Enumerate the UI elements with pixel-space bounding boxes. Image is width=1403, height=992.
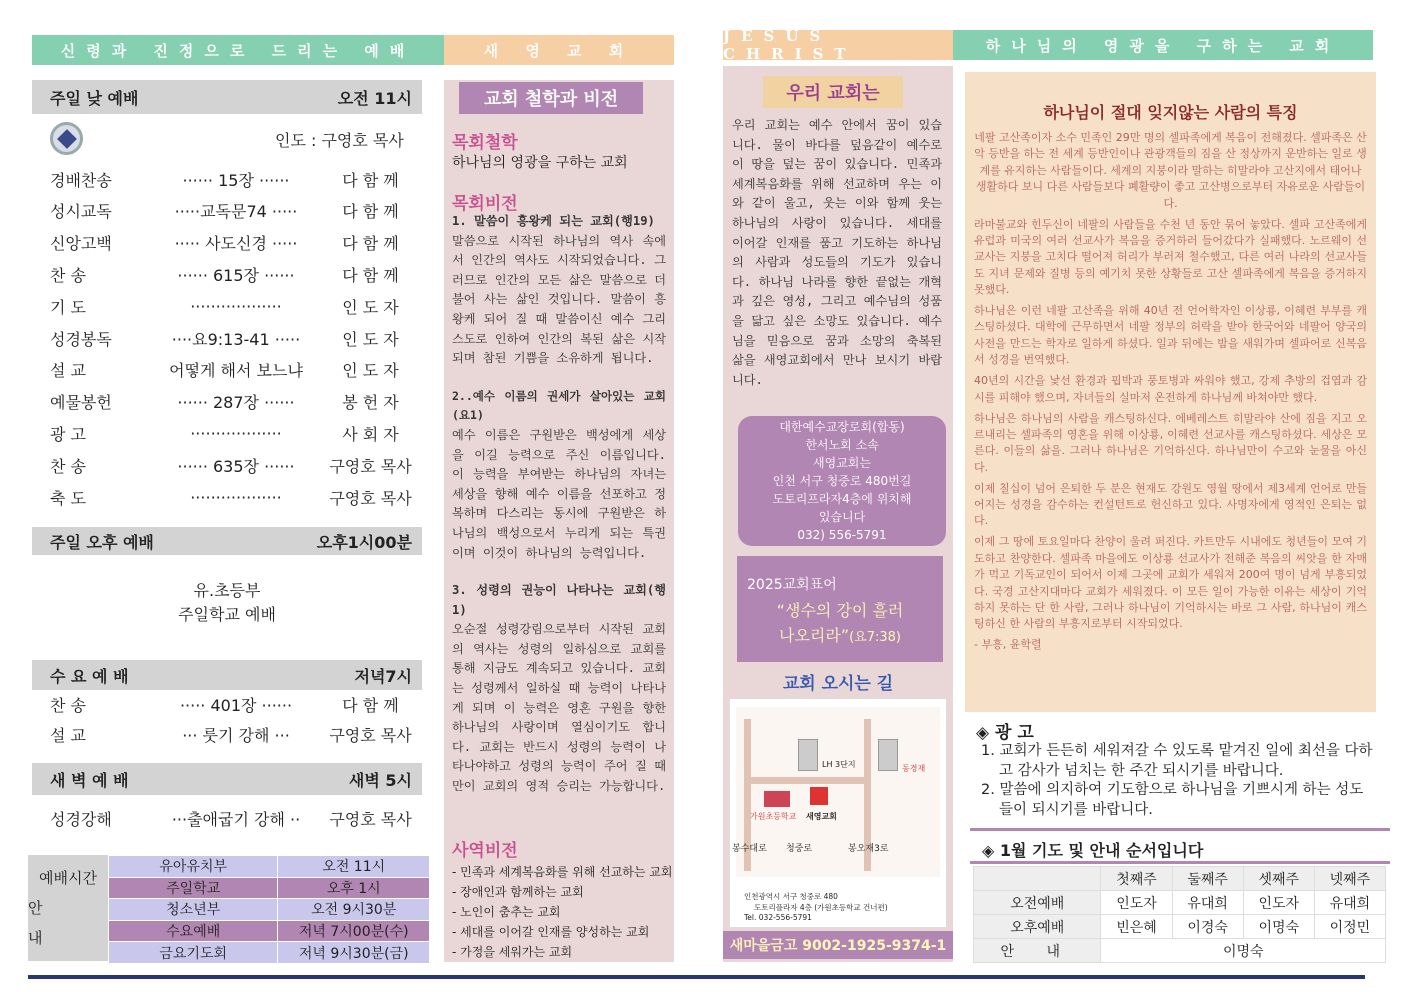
map-address-2: 도토리플라자 4층 (가원초등학교 건너편) — [754, 903, 888, 912]
order-row — [50, 485, 415, 509]
schedule-group: 청소년부 — [109, 899, 278, 921]
vision-heading: 목회비전 — [452, 194, 518, 214]
order-item-name: 찬 송 — [50, 265, 86, 285]
bank-account: 새마을금고 9002-1925-9374-1 — [723, 931, 953, 959]
order-row — [50, 453, 415, 477]
prayer-guide-value: 이명숙 — [1101, 939, 1386, 963]
badge-line: 새영교회는 — [813, 456, 871, 470]
vision-2-heading: 2..예수 이름의 권세가 살아있는 교회(요1) — [452, 388, 666, 423]
church-icon — [810, 787, 828, 805]
order-item-person: 다 함 께 — [342, 265, 399, 285]
prayer-divider — [970, 828, 1390, 831]
about-title: 우리 교회는 — [763, 76, 903, 108]
prayer-header-cell: 셋째주 — [1243, 867, 1314, 891]
order-item-name: 기 도 — [50, 297, 86, 317]
order-item-person: 구영호 목사 — [329, 488, 412, 508]
schedule-row — [109, 856, 430, 878]
ministry-heading: 사역비전 — [452, 841, 518, 861]
order-item-detail: ····· 401장 ······ — [179, 695, 293, 715]
ministry-item: - 노인이 춤추는 교회 — [452, 905, 561, 919]
order-item-person: 다 함 께 — [342, 170, 399, 190]
prayer-cell: 오전예배 — [974, 891, 1101, 915]
sunday-pm-header — [32, 527, 422, 555]
schedule-row — [109, 942, 430, 964]
schedule-row — [109, 920, 430, 942]
worship-band: 신령과 진정으로 드리는 예배 — [32, 35, 444, 65]
order-item-detail: ···출애굽기 강해 ·· — [171, 809, 301, 829]
notice-list — [981, 742, 1373, 820]
order-row — [50, 294, 415, 318]
schedule-group: 주일학교 — [109, 877, 278, 899]
article-paragraph: 40년의 시간을 낯선 환경과 핍박과 풍토병과 싸워야 했고, 강제 추방의 겁엽과 감시를 피해야 했으며, 자녀들의 실마저 온전하게 하나님께 바쳐야만 했다. — [974, 374, 1367, 404]
order-item-name: 설 교 — [50, 361, 86, 381]
vision-3-text: 오순절 성령강림으로부터 시작된 교회의 역사는 성령의 일하심으로 교회를 통해 지금도 계속되고 있습니다. 교회는 성령께서 일하실 때 능력이 나타나게 되며 이 능력은 영혼 구원을 향한 하나님의 사랑이며 열심이기도 합니다. 교회는 반드시 성령의 능력이 나타나야하고 성령의 능력이 주어 질 때만이 교회의 영적 승리는 가능합니다. — [452, 622, 666, 794]
church-info-badge — [738, 416, 946, 546]
wednesday-time: 저녁7시 — [354, 666, 412, 686]
motto-label: 2025교회표어 — [747, 577, 837, 593]
badge-line: 032) 556-5791 — [797, 528, 887, 542]
order-row — [50, 262, 415, 286]
footer-line — [28, 975, 1365, 979]
motto-line1: “생수의 강이 흘러 — [776, 601, 904, 620]
article-paragraph: 이제 그 땅에 토요일마다 찬양이 울려 퍼진다. 카트만두 시내에도 청년들이 모여 기도하고 찬양한다. 셀파족 마을에도 이상룡 선교사가 전해준 복음의 씨앗을 한 자매가 먹고 기독교인이 되어서 이제 그곳에 교회가 세워져 200여 명이 넘게 부흥되었다. 국경 고산지대마다 교회가 세워졌다. 이 모든 일이 가능한 이유는 세상이 기억하지 못하는 단 한 사람, 그러나 하나님이 기억하시는 바로 그 사람, 하나님이 캐스팅하신 한 사람의 부흥지로부터 시작되었다. — [974, 535, 1367, 631]
order-item-name: 예물봉헌 — [50, 393, 112, 413]
order-row — [50, 806, 415, 830]
philosophy-text: 하나님의 영광을 구하는 교회 — [452, 155, 628, 171]
ministry-list — [452, 862, 672, 962]
order-item-name: 설 교 — [50, 725, 86, 745]
map-panel — [729, 698, 947, 928]
dawn-time: 새벽 5시 — [348, 770, 412, 790]
sunday-pm-line1: 유.초등부 — [193, 581, 261, 600]
vision-1-text: 말씀으로 시작된 하나님의 역사 속에서 인간의 역사도 시작되었습니다. 그러므로 인간의 모든 삶은 말씀으로 더불어 사는 삶인 것입니다. 말씀이 흥왕케 되어 질 때 말씀이신 예수 그리스도로 인하여 인간의 복된 삶은 시작되며 참된 기쁨을 소유하게 됩니다. — [452, 233, 666, 366]
philosophy-heading: 목회철학 — [452, 133, 518, 153]
article-paragraph: 하나님은 이런 네팔 고산족을 위해 40년 전 언어학자인 이상룡, 이혜련 부부를 캐스팅하셨다. 대학에 근무하면서 네팔 정부의 허락을 받아 한국어와 네팔어 양국의 사전을 만드는 학자로 일하게 하셨다. 일과 뒤에는 밤을 새워가며 셀파어로 신복음서 성경을 번역했다. — [974, 304, 1367, 367]
order-item-name: 성경강해 — [50, 809, 112, 829]
order-item-name: 성시교독 — [50, 202, 112, 222]
prayer-cell: 이명숙 — [1243, 915, 1314, 939]
vision-body — [452, 212, 666, 797]
prayer-cell: 오후예배 — [974, 915, 1101, 939]
schedule-label-1: 예배시간 — [39, 869, 97, 887]
order-row — [50, 722, 415, 746]
prayer-guide-label: 안 내 — [974, 939, 1101, 963]
order-row — [50, 390, 415, 414]
order-item-name: 찬 송 — [50, 695, 86, 715]
badge-line: 인천 서구 청중로 480번길 — [772, 474, 912, 488]
prayer-divider-2 — [970, 861, 1390, 864]
order-item-detail: ··· 룻기 강해 ··· — [182, 725, 290, 745]
prayer-guide-row — [974, 939, 1386, 963]
church-logo-icon — [50, 122, 83, 155]
prayer-table — [973, 866, 1386, 963]
ministry-item: - 가정을 세워가는 교회 — [452, 945, 573, 959]
east-label: 동경재 — [902, 764, 926, 773]
ministry-item: - 세대를 이어갈 인재를 양성하는 교회 — [452, 925, 650, 939]
prayer-row — [974, 915, 1386, 939]
dawn-title: 새 벽 예 배 — [50, 770, 129, 790]
badge-line: 도토리프라자4층에 위치해 — [772, 492, 912, 506]
article-title: 하나님이 절대 잊지않는 사람의 특징 — [1043, 103, 1298, 122]
notice-item: 2. 말씀에 의지하여 기도함으로 하나님을 기쁘시게 하는 성도들이 되시기를 바랍니다. — [981, 782, 1364, 818]
schedule-label — [28, 855, 108, 961]
article-paragraph: 이제 칠십이 넘어 은퇴한 두 분은 현재도 강원도 영월 땅에서 제3세계 언어로 만들어지는 성경을 감수하는 컨설턴트로 헌신하고 있다. 사명자에게 영적인 은퇴는 없다. — [974, 481, 1367, 528]
order-item-name: 성경봉독 — [50, 329, 112, 349]
order-row — [50, 326, 415, 350]
order-item-person: 인 도 자 — [342, 329, 399, 349]
vision-2-text: 예수 이름은 구원받은 백성에게 세상을 이길 능력으로 주신 이름입니다. 이 능력을 부여받는 하나님의 자녀는 세상을 향해 예수 이름을 선포하고 정복하며 다스리는 동시에 구원받은 하나님의 백성으로서 누리게 되는 특권이며 이것이 하나님의 능력입니다. — [452, 427, 666, 560]
east-building-icon — [878, 739, 898, 771]
schedule-table — [108, 855, 430, 964]
wednesday-title: 수 요 예 배 — [50, 666, 129, 686]
order-item-person: 다 함 께 — [342, 695, 399, 715]
order-item-detail: 어떻게 해서 보느냐 — [169, 361, 303, 381]
map-tel: Tel. 032-556-5791 — [744, 913, 812, 922]
sunday-pm-title: 주일 오후 예배 — [50, 532, 154, 552]
vision-3-heading: 3. 성령의 권능이 나타나는 교회(행1) — [452, 583, 666, 617]
prayer-cell: 이정민 — [1314, 915, 1385, 939]
prayer-header-row — [974, 867, 1386, 891]
order-item-person: 구영호 목사 — [329, 809, 412, 829]
sunday-am-time: 오전 11시 — [337, 88, 412, 108]
motto-line2: 나오리라” — [778, 626, 850, 645]
schedule-time: 저녁 9시30분(금) — [278, 942, 430, 964]
road3-label: 봉오재3로 — [848, 844, 889, 854]
schedule-time: 오후 1시 — [278, 877, 430, 899]
lh-label: LH 3단지 — [822, 760, 856, 769]
order-item-name: 경배찬송 — [50, 170, 112, 190]
article-body — [974, 130, 1367, 658]
order-item-detail: ·················· — [190, 487, 282, 507]
jesus-christ-band: JESUS CHRIST — [723, 30, 953, 60]
leader-line: 인도 : 구영호 목사 — [275, 131, 404, 150]
lh-building-icon — [798, 739, 818, 771]
prayer-header-cell: 넷째주 — [1314, 867, 1385, 891]
order-item-detail: ·················· — [190, 296, 282, 316]
article-paragraph: 라마불교와 힌두신이 네팔의 사람들을 수천 년 동안 묶어 놓았다. 셀파 고산족에게 유럽과 미국의 여러 선교사가 복음을 증거하러 들어갔다가 실패했다. 노르웨이 선교사는 지붕을 고치다 떨어져 허리가 부러져 철수했고, 다른 여러 나라의 선교사들도 지녀 문제와 질병 등의 예기치 못한 상황들로 고산 셀파족에게 복음을 증거하지 못했다. — [974, 217, 1367, 297]
order-item-person: 구영호 목사 — [329, 725, 412, 745]
article-paragraph: 하나님은 하나님의 사람을 캐스팅하신다. 에베레스트 히말라야 산에 짐을 지고 오르내리는 셀파족의 영혼을 위해 이상룡, 이혜련 선교사를 캐스팅하셨다. 세상은 모른다. 이들의 삶을. 그러나 하나님은 기억하신다. 하나님만이 수고와 눈물을 아신다. — [974, 411, 1367, 474]
prayer-cell: 인도자 — [1243, 891, 1314, 915]
badge-line: 한서노회 소속 — [805, 438, 879, 452]
wednesday-header — [32, 660, 422, 690]
schedule-row — [109, 899, 430, 921]
order-item-person: 봉 헌 자 — [342, 393, 399, 413]
church-label: 새영교회 — [806, 812, 837, 821]
sunday-am-title: 주일 낮 예배 — [50, 88, 139, 108]
prayer-row — [974, 891, 1386, 915]
sunday-am-header — [32, 80, 422, 114]
order-item-detail: ······ 15장 ······ — [182, 170, 290, 190]
order-row — [50, 358, 415, 382]
order-item-name: 축 도 — [50, 488, 86, 508]
schedule-group: 유아유치부 — [109, 856, 278, 878]
prayer-header-cell: 둘째주 — [1172, 867, 1243, 891]
order-item-detail: ·················· — [190, 423, 282, 443]
vision-1-heading: 1. 말씀이 흥왕케 되는 교회(행19) — [452, 214, 655, 228]
order-item-name: 신앙고백 — [50, 234, 112, 254]
order-row — [50, 692, 415, 716]
prayer-cell: 인도자 — [1101, 891, 1172, 915]
notice-item: 1. 교회가 든든히 세워져갈 수 있도록 맡겨진 일에 최선을 다하고 감사가 넘치는 한 주간 되시기를 바랍니다. — [981, 743, 1373, 779]
school-label: 가원초등학교 — [750, 812, 797, 821]
article-paragraph: - 부흥, 윤학렬 — [974, 638, 1042, 652]
order-item-person: 사 회 자 — [342, 424, 399, 444]
order-item-detail: ······ 615장 ······ — [177, 265, 295, 285]
map-road-h — [744, 777, 871, 784]
order-row — [50, 167, 415, 191]
order-item-detail: ······ 635장 ······ — [177, 456, 295, 476]
order-row — [50, 231, 415, 255]
order-item-detail: ·····교독문74 ····· — [174, 202, 298, 222]
prayer-cell: 이경숙 — [1172, 915, 1243, 939]
order-item-detail: ····요9:13-41 ····· — [171, 329, 301, 349]
schedule-group: 금요기도회 — [109, 942, 278, 964]
badge-line: 있습니다 — [818, 510, 866, 524]
dawn-header — [32, 763, 422, 795]
glory-band: 하나님의 영광을 구하는 교회 — [953, 30, 1373, 60]
prayer-cell: 유대희 — [1172, 891, 1243, 915]
directions-title: 교회 오시는 길 — [782, 674, 894, 694]
article-paragraph: 네팔 고산족이자 소수 민족인 29만 명의 셀파족에게 복음이 전해졌다. 셀파족은 산악 등반을 하는 전 세계 등반인이나 관광객들의 짐을 산 정상까지 운반하는 일로 생계를 유지하는 사람들이다. 세계의 지붕이라 말하는 히말라야 고산지에서 태어나 생활하다 보니 다른 사람들보다 폐활량이 좋고 고산병으로부터 자유로운 사람들이다. — [974, 131, 1367, 210]
schedule-label-2: 안 내 — [28, 899, 59, 947]
vision-title: 교회 철학과 비전 — [459, 82, 643, 114]
order-item-person: 구영호 목사 — [329, 456, 412, 476]
order-item-name: 광 고 — [50, 424, 86, 444]
order-row — [50, 421, 415, 445]
schedule-group: 수요예배 — [109, 920, 278, 942]
sunday-pm-time: 오후1시00분 — [316, 532, 412, 552]
schedule-row — [109, 877, 430, 899]
badge-line: 대한예수교장로회(합동) — [779, 420, 905, 434]
ministry-item: - 민족과 세계복음화를 위해 선교하는 교회 — [452, 865, 673, 879]
sunday-pm-line2: 주일학교 예배 — [178, 605, 276, 624]
order-item-detail: ······ 287장 ······ — [177, 393, 295, 413]
order-item-name: 찬 송 — [50, 456, 86, 476]
order-row — [50, 199, 415, 223]
road2-label: 청중로 — [786, 844, 813, 854]
motto-box — [737, 556, 943, 662]
school-icon — [764, 791, 790, 807]
order-item-detail: ····· 사도신경 ····· — [174, 234, 298, 254]
map-address-1: 인천광역시 서구 청중로 480 — [744, 892, 838, 901]
prayer-header-cell — [974, 867, 1101, 891]
schedule-time: 오전 9시30분 — [278, 899, 430, 921]
prayer-header-cell: 첫째주 — [1101, 867, 1172, 891]
road1-label: 봉수대로 — [732, 844, 767, 854]
notice-title: ◈ 광 고 — [976, 723, 1034, 743]
order-item-person: 다 함 께 — [342, 202, 399, 222]
order-item-person: 인 도 자 — [342, 361, 399, 381]
prayer-title: ◈ 1월 기도 및 안내 순서입니다 — [982, 841, 1204, 860]
prayer-cell: 유대희 — [1314, 891, 1385, 915]
order-item-person: 인 도 자 — [342, 297, 399, 317]
order-item-person: 다 함 께 — [342, 234, 399, 254]
about-text: 우리 교회는 예수 안에서 꿈이 있습니다. 물이 바다를 덮음같이 예수로 이 땅을 덮는 꿈이 있습니다. 민족과 세계복음화를 위해 선교하며 우는 이와 같이 울고, 웃는 이와 함께 웃는 하나님의 사랑이 있습니다. 세대를 이어갈 인재를 품고 기도하는 하나님의 사람과 성도들의 기도가 있습니다. 하나님 나라를 향한 끝없는 개혁과 깊은 영성, 그리고 예수님의 성품을 닮고 싶은 소망도 있습니다. 예수님을 믿음으로 꿈과 소망의 축복된 삶을 새영교회에서 만나 보시기 바랍니다. — [732, 118, 942, 387]
schedule-time: 오전 11시 — [278, 856, 430, 878]
motto-ref: (요7:38) — [849, 630, 902, 645]
prayer-cell: 빈은혜 — [1101, 915, 1172, 939]
ministry-item: - 장애인과 함께하는 교회 — [452, 885, 584, 899]
church-name-band: 새 영 교 회 — [444, 35, 674, 65]
schedule-time: 저녁 7시00분(수) — [278, 920, 430, 942]
